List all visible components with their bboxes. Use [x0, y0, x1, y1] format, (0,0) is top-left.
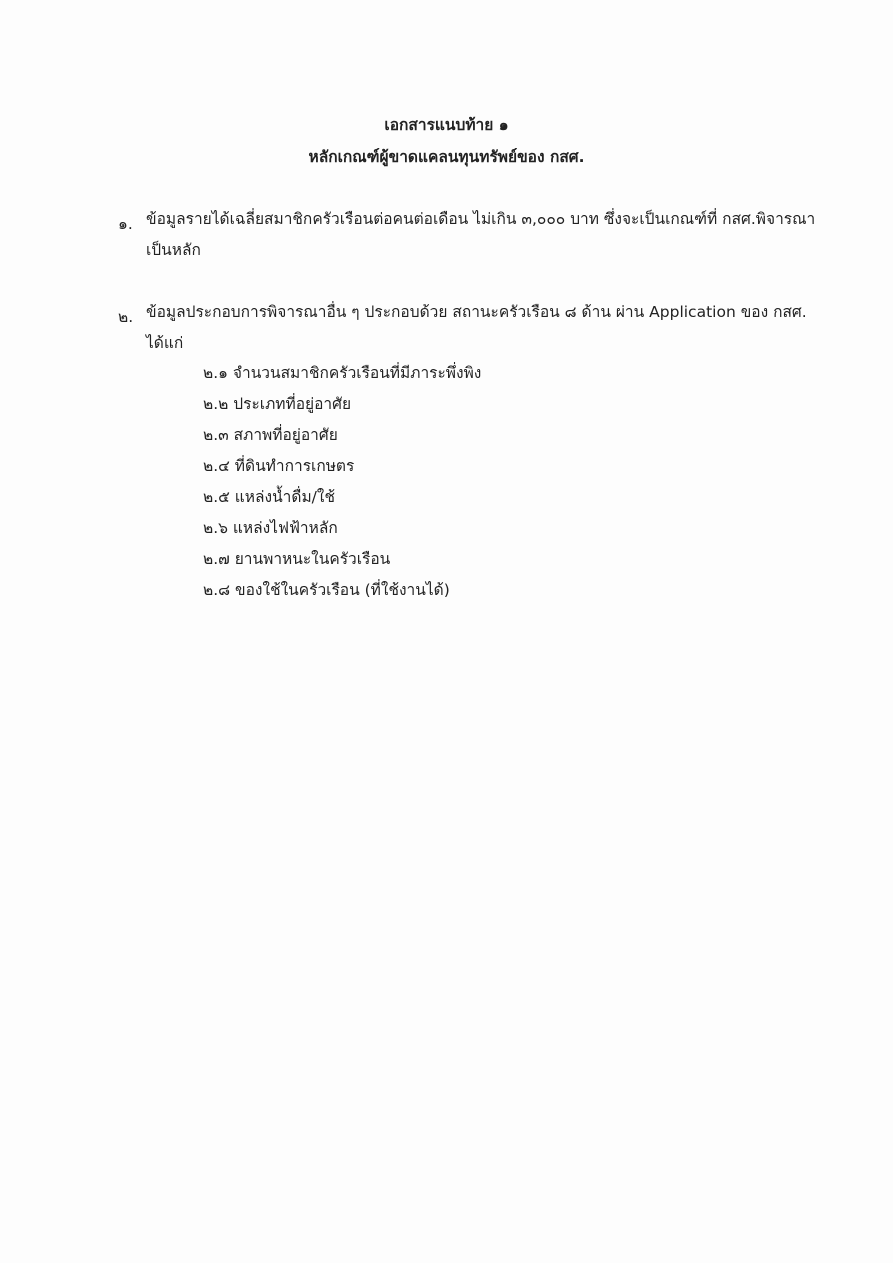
- item-text: ข้อมูลประกอบการพิจารณาอื่น ๆ ประกอบด้วย สถานะครัวเรือน ๘ ด้าน ผ่าน Application ของ กสศ. ได้แก่: [146, 303, 807, 352]
- item-number: ๒.: [118, 308, 134, 326]
- document-subtitle: หลักเกณฑ์ผู้ขาดแคลนทุนทรัพย์ของ กสศ.: [308, 148, 585, 166]
- sub-item: ๒.๒ ประเภทที่อยู่อาศัย: [203, 395, 352, 413]
- document-title: เอกสารแนบท้าย ๑: [384, 116, 509, 134]
- sub-item: ๒.๘ ของใช้ในครัวเรือน (ที่ใช้งานได้): [203, 581, 450, 599]
- item-text: ข้อมูลรายได้เฉลี่ยสมาชิกครัวเรือนต่อคนต่อเดือน ไม่เกิน ๓,๐๐๐ บาท ซึ่งจะเป็นเกณฑ์ที่ กสศ.พิจารณาเป็นหลัก: [146, 210, 816, 259]
- sub-item: ๒.๑ จำนวนสมาชิกครัวเรือนที่มีภาระพึ่งพิง: [203, 364, 482, 382]
- sub-item: ๒.๗ ยานพาหนะในครัวเรือน: [203, 550, 391, 568]
- sub-item: ๒.๖ แหล่งไฟฟ้าหลัก: [203, 519, 338, 537]
- sub-item: ๒.๕ แหล่งน้ำดื่ม/ใช้: [203, 488, 335, 506]
- sub-item: ๒.๓ สภาพที่อยู่อาศัย: [203, 426, 338, 444]
- item-number: ๑.: [118, 215, 133, 233]
- sub-item: ๒.๔ ที่ดินทำการเกษตร: [203, 457, 355, 475]
